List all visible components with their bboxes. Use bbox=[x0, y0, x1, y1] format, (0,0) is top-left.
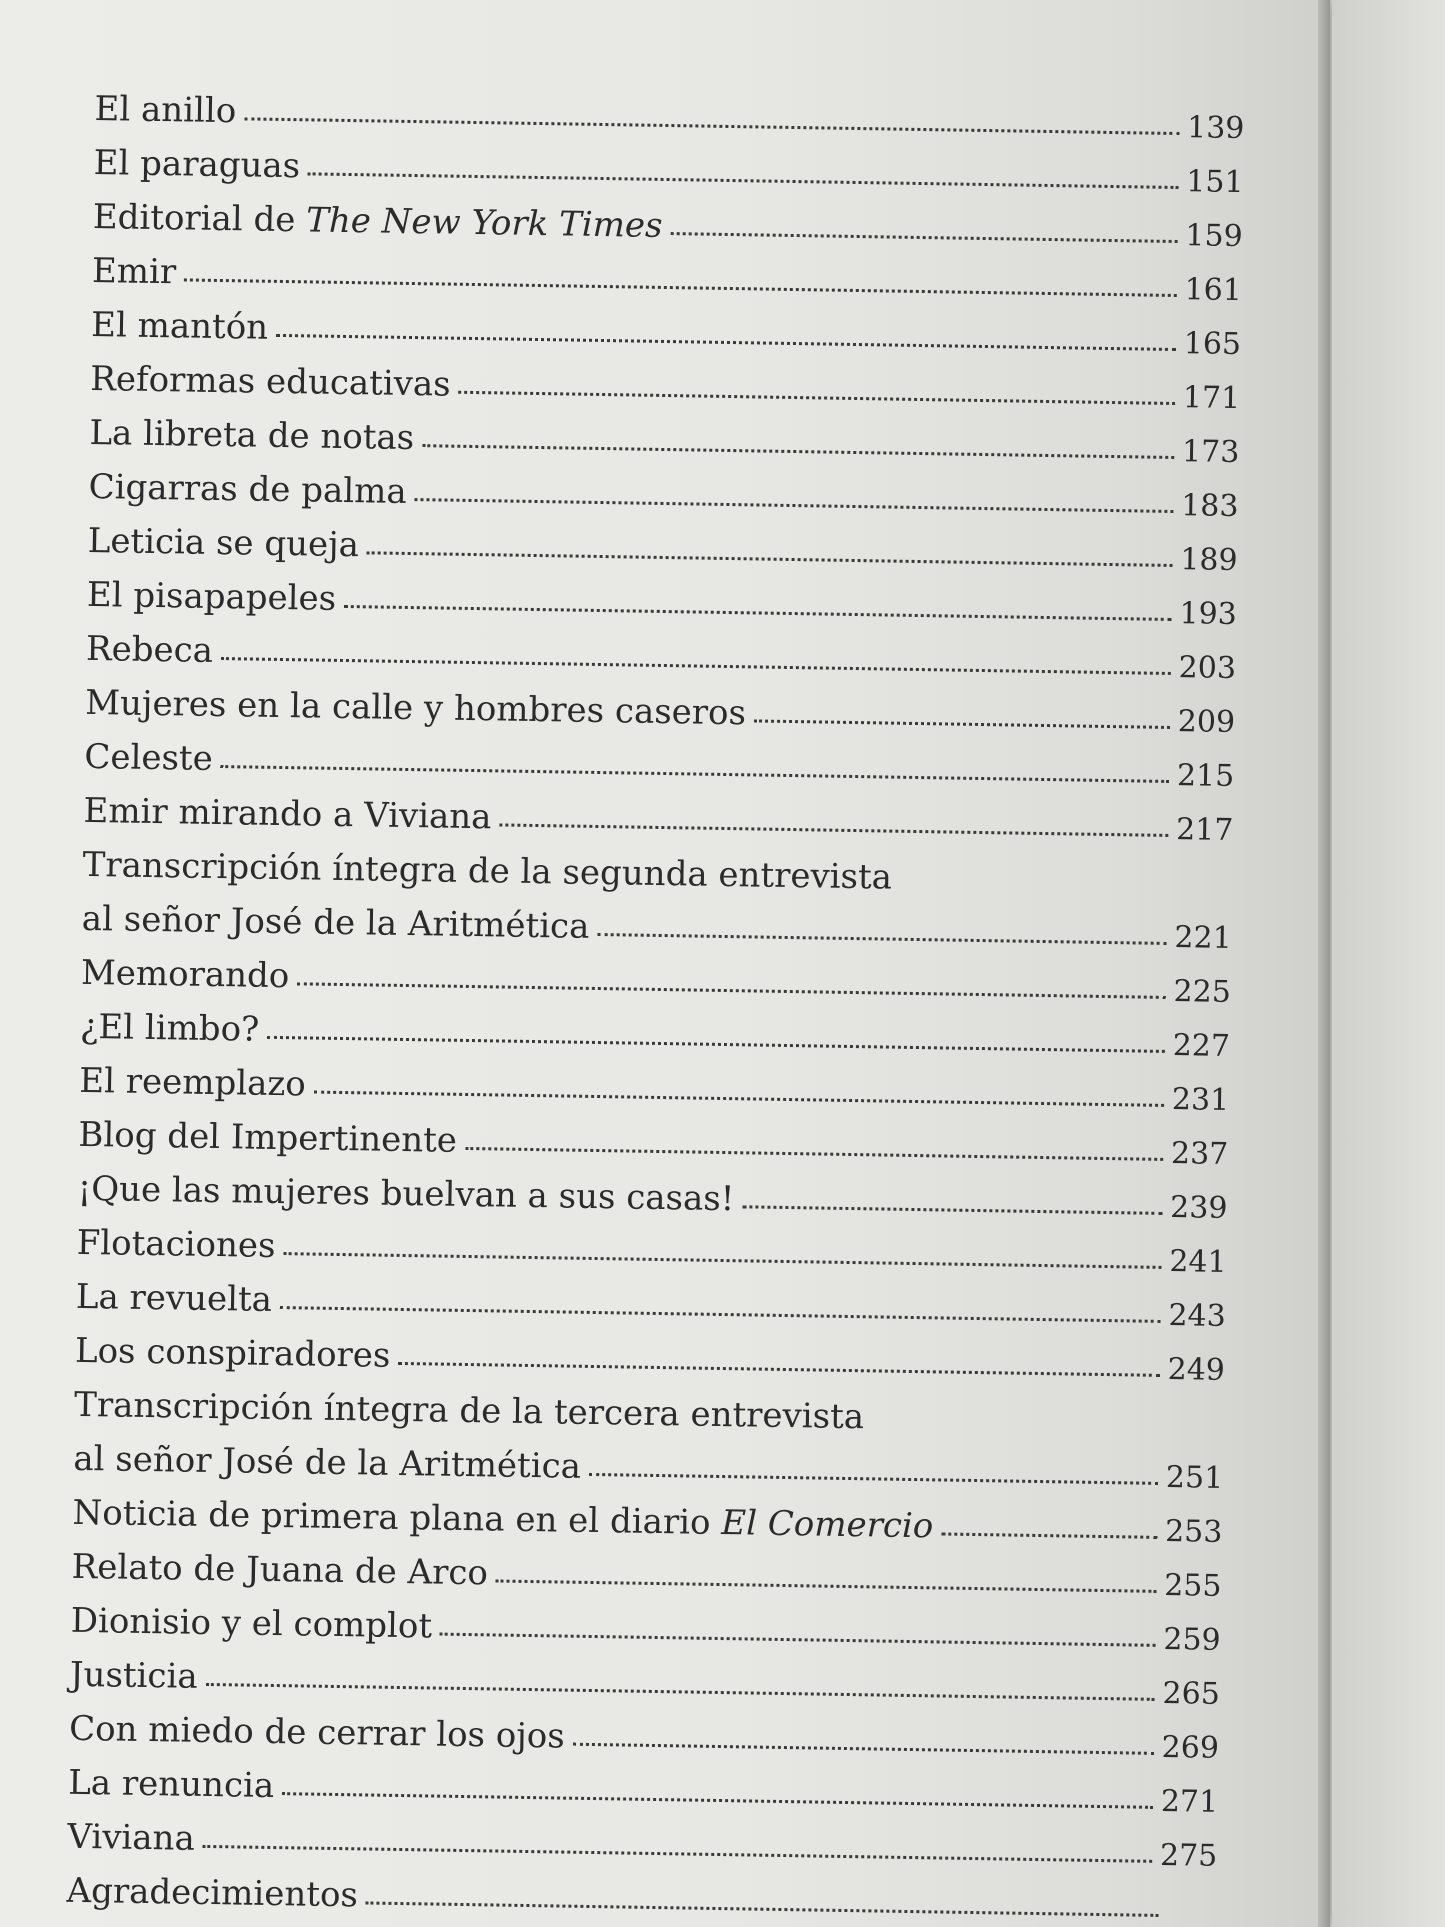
toc-page-number: 237 bbox=[1170, 1136, 1229, 1172]
dot-leader bbox=[459, 391, 1175, 405]
toc-page-number: 241 bbox=[1169, 1244, 1227, 1280]
dot-leader bbox=[344, 605, 1171, 621]
dot-leader bbox=[366, 1901, 1159, 1916]
toc-page-number: 139 bbox=[1186, 110, 1245, 147]
toc-page-number: 159 bbox=[1185, 218, 1243, 255]
dot-leader bbox=[496, 1579, 1156, 1592]
dot-leader bbox=[499, 823, 1168, 837]
toc-title: Celeste bbox=[84, 736, 214, 779]
toc-page-number: 203 bbox=[1178, 650, 1237, 686]
toc-title: Con miedo de cerrar los ojos bbox=[68, 1708, 566, 1757]
toc-title: Rebeca bbox=[85, 628, 214, 671]
dot-leader bbox=[422, 444, 1174, 459]
dot-leader bbox=[206, 1683, 1155, 1701]
toc-page-number bbox=[1166, 1919, 1216, 1920]
toc-entry bbox=[73, 1378, 1225, 1504]
dot-leader bbox=[941, 1532, 1157, 1538]
toc-title: La renuncia bbox=[67, 1762, 275, 1807]
toc-title: Emir mirando a Viviana bbox=[83, 790, 492, 838]
toc-page-number: 151 bbox=[1186, 164, 1244, 201]
toc-page-number: 183 bbox=[1180, 488, 1239, 525]
toc-page-number: 231 bbox=[1171, 1082, 1230, 1118]
toc-title: Emir bbox=[91, 250, 177, 293]
dot-leader bbox=[221, 657, 1171, 675]
toc-page-number: 249 bbox=[1167, 1352, 1226, 1388]
toc-title: Dionisio y el complot bbox=[70, 1600, 433, 1647]
dot-leader bbox=[742, 1205, 1162, 1215]
toc-title bbox=[92, 190, 662, 253]
dot-leader bbox=[465, 1147, 1163, 1161]
dot-leader bbox=[244, 117, 1179, 135]
toc-title-line1: Transcripción íntegra de la segunda entrevista bbox=[82, 844, 893, 898]
toc-title: al señor José de la Aritmética bbox=[81, 898, 590, 947]
toc-title: ¿El limbo? bbox=[79, 1006, 260, 1050]
toc-title: Los conspiradores bbox=[74, 1330, 391, 1376]
toc-page-number: 165 bbox=[1183, 326, 1242, 363]
toc-title: Mujeres en la calle y hombres caseros bbox=[84, 682, 747, 734]
toc-title-italic: The New York Times bbox=[305, 200, 663, 246]
toc-title-prefix: Noticia de primera plana en el diario bbox=[72, 1492, 722, 1544]
dot-leader bbox=[597, 933, 1166, 945]
toc-page-number: 221 bbox=[1174, 920, 1232, 956]
dot-leader bbox=[267, 1036, 1164, 1053]
toc-title: Reformas educativas bbox=[90, 358, 451, 405]
toc-page-number: 251 bbox=[1165, 1459, 1224, 1496]
dot-leader bbox=[589, 1473, 1158, 1485]
toc-page-number: 161 bbox=[1184, 272, 1243, 309]
toc-page-number: 253 bbox=[1164, 1513, 1223, 1550]
toc-page-number: 255 bbox=[1163, 1567, 1222, 1604]
toc-title: La libreta de notas bbox=[89, 412, 415, 459]
dot-leader bbox=[283, 1252, 1161, 1269]
dot-leader bbox=[314, 1091, 1164, 1107]
toc-page-number: 225 bbox=[1173, 974, 1232, 1010]
dot-leader bbox=[282, 1792, 1153, 1809]
toc-title: Viviana bbox=[67, 1816, 196, 1859]
dot-leader bbox=[280, 1306, 1161, 1323]
dot-leader bbox=[184, 278, 1176, 297]
toc-page-number: 173 bbox=[1181, 434, 1240, 471]
toc-page-number: 227 bbox=[1172, 1028, 1231, 1064]
toc-title: al señor José de la Aritmética bbox=[73, 1438, 582, 1487]
toc-title: Blog del Impertinente bbox=[78, 1114, 458, 1161]
dot-leader bbox=[398, 1362, 1159, 1377]
toc-title: Relato de Juana de Arco bbox=[71, 1546, 489, 1594]
dot-leader bbox=[440, 1633, 1155, 1647]
toc-title: El mantón bbox=[90, 304, 269, 348]
toc-page-number: 171 bbox=[1182, 380, 1241, 417]
toc-title-line1: Transcripción íntegra de la tercera entrevista bbox=[73, 1384, 865, 1438]
dot-leader bbox=[573, 1743, 1154, 1755]
toc-page-number: 269 bbox=[1161, 1729, 1220, 1766]
table-of-contents bbox=[66, 82, 1245, 1927]
toc-title: El paraguas bbox=[93, 142, 301, 187]
toc-page-number: 275 bbox=[1159, 1837, 1218, 1874]
dot-leader bbox=[297, 982, 1165, 999]
toc-page-number: 217 bbox=[1175, 812, 1234, 848]
toc-page-number: 243 bbox=[1168, 1298, 1227, 1334]
toc-title: ¡Que las mujeres buelvan a sus casas! bbox=[77, 1168, 735, 1220]
toc-title: La revuelta bbox=[75, 1276, 273, 1320]
dot-leader bbox=[415, 498, 1174, 513]
toc-title: Agradecimientos bbox=[66, 1870, 359, 1916]
dot-leader bbox=[367, 551, 1172, 567]
toc-page-number: 189 bbox=[1180, 542, 1238, 579]
toc-title: Leticia se queja bbox=[87, 520, 360, 566]
toc-page-number: 259 bbox=[1163, 1621, 1221, 1658]
dot-leader bbox=[276, 334, 1176, 351]
toc-title: Memorando bbox=[80, 952, 290, 997]
dot-leader bbox=[754, 719, 1170, 729]
toc-title: El anillo bbox=[94, 88, 237, 132]
toc-page-number: 193 bbox=[1179, 596, 1238, 632]
toc-page-number: 215 bbox=[1176, 758, 1235, 794]
toc-page-number: 209 bbox=[1177, 704, 1236, 740]
page-edge bbox=[1318, 0, 1330, 1927]
dot-leader bbox=[308, 172, 1178, 189]
toc-entry bbox=[81, 838, 1233, 964]
toc-title: El pisapapeles bbox=[86, 574, 337, 619]
toc-title: Justicia bbox=[69, 1654, 198, 1697]
book-gutter bbox=[1332, 0, 1445, 1927]
toc-title: Cigarras de palma bbox=[88, 466, 407, 512]
dot-leader bbox=[670, 232, 1177, 243]
toc-title-italic: El Comercio bbox=[720, 1503, 934, 1547]
toc-title: Flotaciones bbox=[76, 1222, 276, 1266]
dot-leader bbox=[221, 765, 1169, 783]
toc-title-prefix: Editorial de bbox=[92, 196, 307, 241]
toc-page-number: 265 bbox=[1162, 1675, 1221, 1712]
toc-page-number: 271 bbox=[1160, 1783, 1219, 1820]
toc-page-number: 239 bbox=[1169, 1190, 1228, 1226]
dot-leader bbox=[203, 1845, 1152, 1863]
toc-title: El reemplazo bbox=[78, 1060, 307, 1105]
